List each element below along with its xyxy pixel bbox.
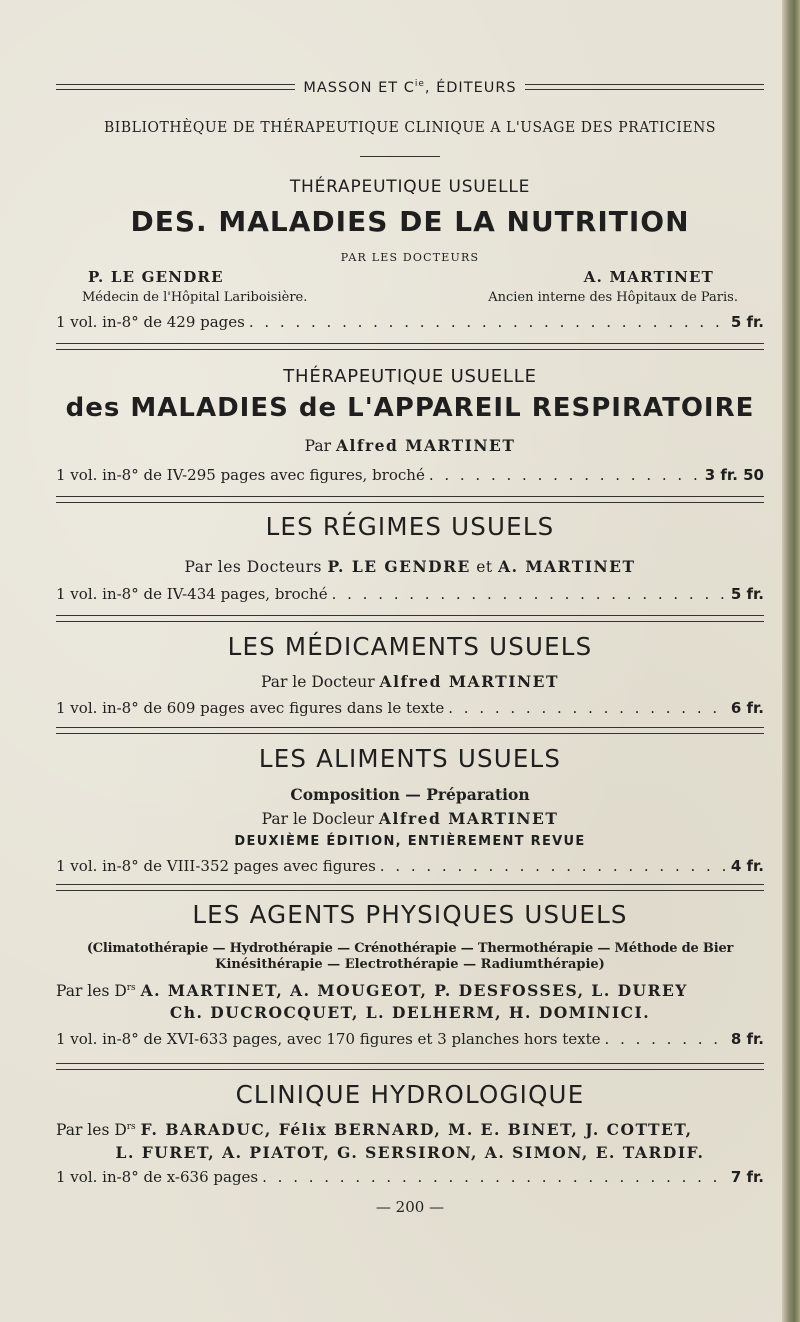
publisher-header: [56, 74, 764, 100]
book-1-desc: 1 vol. in-8° de 429 pages: [56, 313, 245, 331]
book-4-desc: 1 vol. in-8° de 609 pages avec figures dans le texte: [56, 699, 445, 717]
book-1-by-line: PAR LES DOCTEURS: [340, 251, 480, 264]
book-1-price: 5 fr.: [730, 313, 764, 331]
book-5-title: LES ALIMENTS USUELS: [258, 744, 562, 773]
book-3-price-line: [56, 585, 764, 603]
leader-dots: [249, 313, 727, 331]
book-3-authors: Par les Docteurs P. LE GENDRE et A. MARTINET: [184, 557, 636, 576]
book-5-price-line: [56, 857, 764, 875]
leader-dots: [262, 1168, 727, 1186]
book-2-author-line: Par Alfred MARTINET: [304, 436, 516, 455]
book-6-price: 8 fr.: [730, 1030, 764, 1048]
book-1-author-right: A. MARTINET: [583, 268, 714, 286]
book-5-author-line: Par le Docleur Alfred MARTINET: [261, 809, 559, 828]
book-3-desc: 1 vol. in-8° de IV-434 pages, broché: [56, 585, 328, 603]
book-7-authors-2: L. FURET, A. PIATOT, G. SERSIRON, A. SIMON, E. TARDIF.: [115, 1143, 705, 1162]
book-7-authors-1: Par les $D^{rs}$ F. BARADUC, Félix BERNARD, M. E. BINET, J. COTTET,: [56, 1120, 693, 1139]
book-6-authors-2: Ch. DUCROCQUET, L. DELHERM, H. DOMINICI.: [169, 1003, 651, 1022]
book-6-topics-2: Kinésithérapie — Electrothérapie — Radiumthérapie): [215, 957, 605, 972]
header-rule-right: [525, 84, 764, 90]
book-3-price: 5 fr.: [730, 585, 764, 603]
separator-rule: [56, 496, 764, 503]
book-4-author-line: Par le Docteur Alfred MARTINET: [261, 672, 559, 691]
book-1-roles: [56, 290, 764, 305]
leader-dots: [429, 466, 701, 484]
leader-dots: [448, 699, 727, 717]
book-1-price-line: [56, 313, 764, 331]
book-6-topics-1: (Climatothérapie — Hydrothérapie — Crénothérapie — Thermothérapie — Méthode de Bier: [86, 941, 734, 956]
leader-dots: [332, 585, 727, 603]
book-1-role-left: Médecin de l'Hôpital Lariboisière.: [82, 290, 308, 305]
series-title: BIBLIOTHÈQUE DE THÉRAPEUTIQUE CLINIQUE A L'USAGE DES PRATICIENS: [103, 118, 717, 136]
header-rule-left: [56, 84, 295, 90]
leader-dots: [605, 1030, 727, 1048]
separator-rule: [56, 727, 764, 734]
book-6-desc: 1 vol. in-8° de XVI-633 pages, avec 170 figures et 3 planches hors texte: [56, 1030, 601, 1048]
book-2-title-big: des MALADIES de L'APPAREIL RESPIRATOIRE: [65, 393, 755, 423]
book-6-authors-1: Par les $D^{rs}$ A. MARTINET, A. MOUGEOT, P. DESFOSSES, L. DUREY: [56, 981, 688, 1000]
book-1-title-small: THÉRAPEUTIQUE USUELLE: [289, 177, 531, 197]
book-2-desc: 1 vol. in-8° de IV-295 pages avec figures, broché: [56, 466, 425, 484]
book-1-role-right: Ancien interne des Hôpitaux de Paris.: [488, 290, 738, 305]
publisher-name: MASSON ET $C^{ie}$, ÉDITEURS: [303, 78, 517, 96]
book-5-author: Alfred MARTINET: [378, 809, 559, 828]
separator-rule: [56, 1063, 764, 1070]
book-2-title-small: THÉRAPEUTIQUE USUELLE: [283, 366, 537, 387]
book-4-author: Alfred MARTINET: [379, 672, 559, 691]
book-5-subtitle: Composition — Préparation: [290, 785, 530, 804]
book-5-edition: DEUXIÈME ÉDITION, ENTIÈREMENT REVUE: [234, 834, 586, 849]
book-7-desc: 1 vol. in-8° de x-636 pages: [56, 1168, 259, 1186]
leader-dots: [380, 857, 727, 875]
separator-rule: [56, 615, 764, 622]
book-7-title: CLINIQUE HYDROLOGIQUE: [235, 1080, 585, 1109]
book-2-price-line: [56, 466, 764, 484]
book-7-price: 7 fr.: [730, 1168, 764, 1186]
book-4-title: LES MÉDICAMENTS USUELS: [227, 632, 593, 661]
book-5-price: 4 fr.: [730, 857, 764, 875]
book-6-price-line: [56, 1030, 764, 1048]
page-edge: [782, 0, 800, 1322]
book-7-price-line: [56, 1168, 764, 1186]
book-4-price: 6 fr.: [730, 699, 764, 717]
book-1-title-big: DES. MALADIES DE LA NUTRITION: [130, 205, 690, 238]
book-6-title: LES AGENTS PHYSIQUES USUELS: [192, 900, 628, 929]
page-number: — 200 —: [375, 1198, 445, 1216]
separator-rule: [56, 343, 764, 350]
book-3-title: LES RÉGIMES USUELS: [265, 512, 555, 541]
book-1-author-left: P. LE GENDRE: [88, 268, 224, 286]
series-underline: [360, 156, 440, 157]
book-2-price: 3 fr. 50: [704, 466, 764, 484]
book-4-price-line: [56, 699, 764, 717]
separator-rule: [56, 884, 764, 891]
book-1-authors: [56, 268, 764, 286]
book-5-desc: 1 vol. in-8° de VIII-352 pages avec figures: [56, 857, 376, 875]
book-2-author: Alfred MARTINET: [335, 436, 516, 455]
